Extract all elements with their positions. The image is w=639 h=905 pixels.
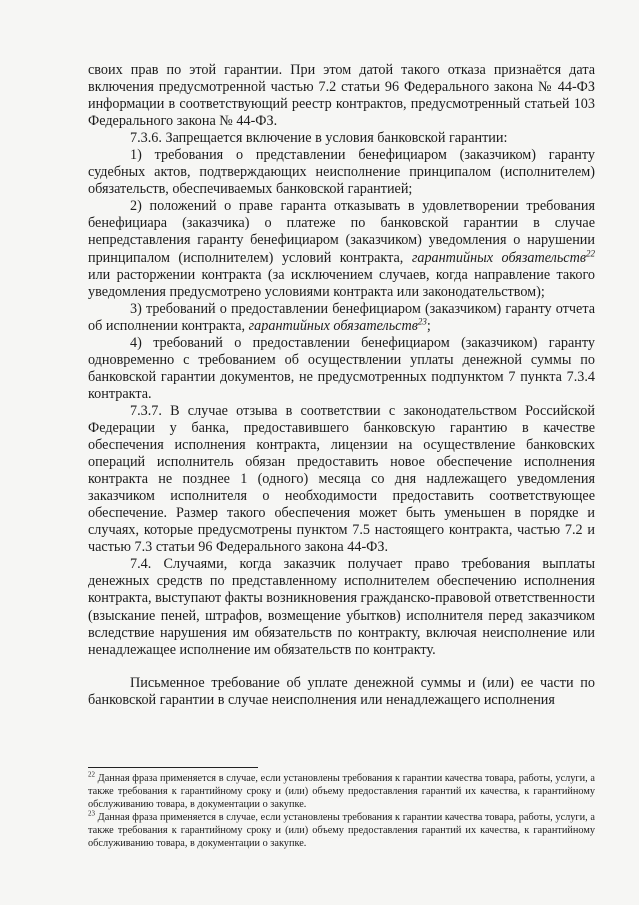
item-3-text: 3) требований о предоставлении бенефициаром (заказчиком) гаранту отчета об исполнении контракта, [88,300,595,334]
footnote-text: Данная фраза применяется в случае, если установлены требования к гарантии качества товара, работы, услуги, а также требования к гарантийному сроку и (или) объему предоставления гарантий их качества, к гарантийному обслуживанию товара, в документации о закупке. [88,773,595,810]
clause-7-3-6: 7.3.6. Запрещается включение в условия банковской гарантии: [130,130,508,147]
clause-7-4: 7.4. Случаями, когда заказчик получает право требования выплаты денежных средств по представленному исполнителем обеспечению исполнения контракта, выступают факты возникновения гражданско-правовой ответственности (взыскание пеней, штрафов, возмещение убытков) исполнителя перед заказчиком вследствие нарушения им обязательств по контракту, включая неисполнение или ненадлежащее исполнение им обязательств по контракту. [88,556,595,658]
clause-7-3-6-item-4: 4) требований о предоставлении бенефициаром (заказчиком) гаранту одновременно с требованием об осуществлении уплаты денежной суммы по банковской гарантии документов, не предусмотренных подпунктом 7 пункта 7.3.4 контракта. [88,334,595,402]
paragraph-written-demand: Письменное требование об уплате денежной суммы и (или) ее части по банковской гарантии в случае неисполнения или ненадлежащего исполнения [88,674,595,708]
item-3-italic: гарантийных обязательств [248,317,418,334]
paragraph-continuation: своих прав по этой гарантии. При этом датой такого отказа признаётся дата включения предусмотренной частью 7.2 статьи 96 Федерального закона № 44-ФЗ информации в соответствующий реестр контрактов, предусмотренный статьей 103 Федерального закона № 44-ФЗ. [88,62,595,130]
footnote-mark: 22 [88,770,95,779]
item-2-text: 2) положений о праве гаранта отказывать в удовлетворении требования бенефициара (заказчика) о платеже по банковской гарантии в случае непредставления гаранту бенефициаром (заказчиком) уведомления о нарушении принципалом (исполнителем) условий контракта, [88,198,595,266]
item-2-italic: гарантийных обязательств [411,249,586,266]
item-2-text-end: или расторжении контракта (за исключением случаев, когда направление такого уведомления предусмотрено условиями контракта или законодательством); [88,266,595,300]
footnote-ref-23[interactable]: 23 [417,315,427,326]
clause-7-3-6-item-1: 1) требования о представлении бенефициаром (заказчиком) гаранту судебных актов, подтверждающих неисполнение принципалом (исполнителем) обязательств, обеспечиваемых банковской гарантией; [88,147,595,198]
footnote-23 [88,811,595,850]
item-3-text-end: ; [426,317,431,334]
footnote-text: Данная фраза применяется в случае, если установлены требования к гарантии качества товара, работы, услуги, а также требования к гарантийному сроку и (или) объему предоставления гарантий их качества, к гарантийному обслуживанию товара, в документации о закупке. [88,812,595,849]
footnote-22 [88,772,595,811]
clause-7-3-6-item-2 [88,198,595,300]
clause-7-3-7: 7.3.7. В случае отзыва в соответствии с законодательством Российской Федерации у банка, предоставившего банковскую гарантию в качестве обеспечения исполнения контракта, лицензии на осуществление банковских операций исполнитель обязан предоставить новое обеспечение исполнения контракта не позднее 1 (одного) месяца со дня надлежащего уведомления заказчиком исполнителя о необходимости предоставить соответствующее обеспечение. Размер такого обеспечения может быть уменьшен в порядке и случаях, которые предусмотрены пунктом 7.5 настоящего контракта, частью 7.2 и частью 7.3 статьи 96 Федерального закона 44-ФЗ. [88,402,595,556]
footnote-ref-22[interactable]: 22 [586,247,595,258]
footnote-mark: 23 [88,809,95,818]
clause-7-3-6-item-3 [88,301,595,335]
footnotes [88,767,595,850]
footnote-divider [88,767,258,768]
document-body [88,62,595,709]
